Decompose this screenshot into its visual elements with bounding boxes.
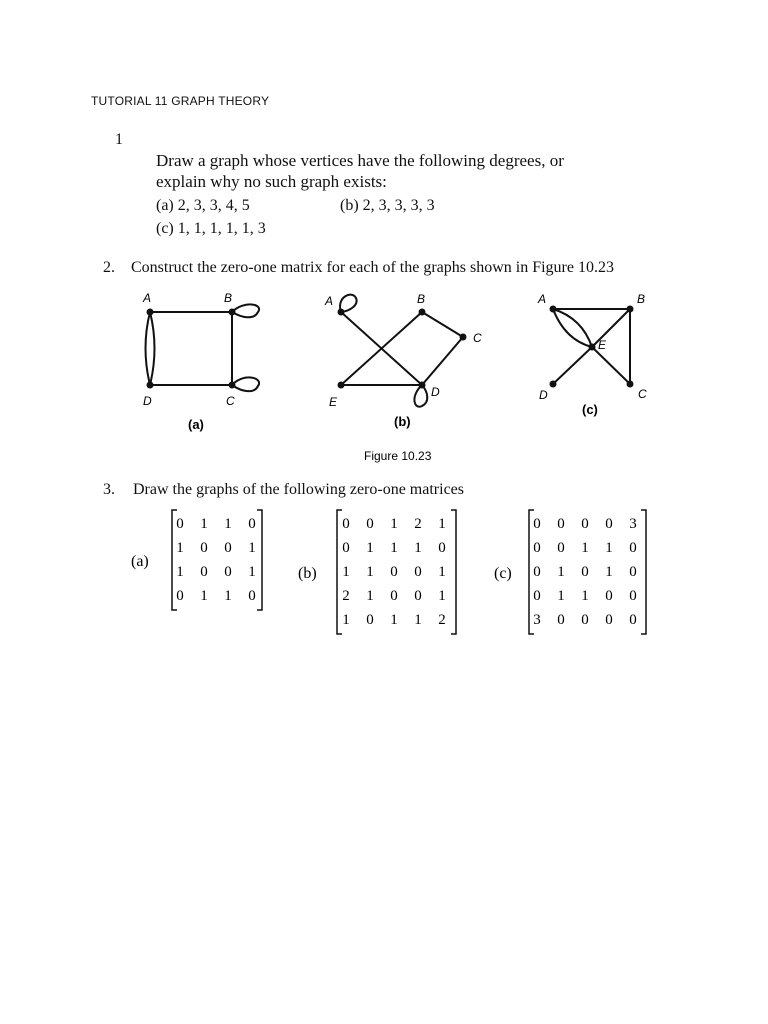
graph-b-vertex-c: C [473, 331, 482, 345]
matrix-c-cell: 1 [581, 588, 589, 604]
matrix-c-cell: 0 [629, 612, 637, 628]
matrix-c-cell: 1 [605, 540, 613, 556]
matrix-a-cell: 1 [224, 516, 232, 532]
question-1-text-line2: explain why no such graph exists: [156, 172, 387, 191]
matrix-b-left-bracket [337, 510, 342, 634]
matrix-a-cell: 1 [176, 540, 184, 556]
matrix-b-cell: 0 [366, 516, 374, 532]
matrix-b-cell: 1 [438, 588, 446, 604]
graph-c [537, 292, 647, 417]
matrix-c-cell: 0 [605, 612, 613, 628]
matrix-b-cell: 1 [366, 564, 374, 580]
matrix-c-cell: 1 [557, 564, 565, 580]
matrix-c-cell: 0 [581, 612, 589, 628]
matrix-a-cell: 1 [248, 540, 256, 556]
matrix-a-cell: 1 [200, 588, 208, 604]
question-1-number: 1 [115, 131, 123, 148]
matrix-c-cell: 0 [533, 516, 541, 532]
matrix-b-cell: 2 [342, 588, 350, 604]
matrix-b-cell: 0 [414, 588, 422, 604]
matrix-a-cell: 0 [200, 564, 208, 580]
question-1-option-b: (b) 2, 3, 3, 3, 3 [340, 197, 435, 214]
graph-c-vertex-d: D [539, 388, 548, 402]
matrix-c-cell: 0 [557, 516, 565, 532]
graph-a-label: (a) [188, 417, 204, 432]
matrix-c-cell: 1 [557, 588, 565, 604]
matrix-a-cell: 0 [248, 516, 256, 532]
matrices-figure [0, 500, 768, 640]
matrix-b-cell: 1 [438, 516, 446, 532]
graph-a-vertex-d: D [143, 394, 152, 408]
matrix-b-cell: 1 [390, 540, 398, 556]
graph-b [324, 292, 482, 429]
matrix-c-cell: 1 [605, 564, 613, 580]
matrix-c-label: (c) [494, 565, 512, 582]
matrix-b-cell: 0 [342, 516, 350, 532]
matrix-a-cell: 1 [200, 516, 208, 532]
question-2-text: Construct the zero-one matrix for each of the graphs shown in Figure 10.23 [131, 259, 614, 276]
matrix-b-cell: 1 [342, 564, 350, 580]
matrix-c-cell: 0 [581, 564, 589, 580]
question-1-option-c: (c) 1, 1, 1, 1, 1, 3 [156, 220, 266, 237]
matrix-c-cell: 0 [533, 540, 541, 556]
matrix-b-cell: 1 [366, 588, 374, 604]
graph-c-vertex-b: B [637, 292, 646, 306]
question-1-option-a: (a) 2, 3, 3, 4, 5 [156, 197, 250, 214]
matrix-c-cell: 0 [629, 588, 637, 604]
matrix-c-cell: 0 [629, 564, 637, 580]
matrix-b-cell: 0 [342, 540, 350, 556]
matrix-b-cell: 1 [390, 516, 398, 532]
matrix-b-cell: 0 [438, 540, 446, 556]
question-3-number: 3. [103, 481, 115, 498]
matrix-c-cell: 0 [557, 540, 565, 556]
matrix-c-cell: 0 [533, 588, 541, 604]
graph-b-vertex-b: B [417, 292, 426, 306]
matrix-b-label: (b) [298, 565, 317, 582]
matrix-c-cell: 0 [581, 516, 589, 532]
matrix-a-cell: 1 [176, 564, 184, 580]
matrix-b-cell: 0 [414, 564, 422, 580]
matrix-b-cell: 1 [438, 564, 446, 580]
graph-b-vertex-e: E [329, 395, 338, 409]
matrix-b-cell: 1 [414, 540, 422, 556]
graph-a-vertex-c: C [226, 394, 235, 408]
figure-caption: Figure 10.23 [364, 449, 432, 463]
matrix-c-cell: 3 [629, 516, 637, 532]
matrix-a-cell: 0 [224, 540, 232, 556]
matrix-b-cell: 0 [366, 612, 374, 628]
matrix-b-cell: 1 [366, 540, 374, 556]
question-2-number: 2. [103, 259, 115, 276]
matrix-a-right-bracket [257, 510, 262, 610]
matrix-c-cell: 1 [581, 540, 589, 556]
matrix-a-cell: 0 [176, 588, 184, 604]
matrix-a-label: (a) [131, 553, 149, 570]
matrix-c-right-bracket [641, 510, 646, 634]
graph-c-vertex-c: C [638, 387, 647, 401]
matrix-a-cell: 0 [224, 564, 232, 580]
matrix-b [298, 510, 456, 634]
matrix-b-cell: 1 [342, 612, 350, 628]
matrix-a-cell: 0 [200, 540, 208, 556]
matrix-a-cell: 0 [176, 516, 184, 532]
graph-a-vertex-b: B [224, 291, 233, 305]
matrix-a [131, 510, 262, 610]
graph-c-label: (c) [582, 402, 598, 417]
graph-b-label: (b) [394, 414, 411, 429]
figure-10-23 [0, 285, 768, 465]
graph-a [142, 291, 259, 432]
graph-b-vertex-d: D [431, 385, 440, 399]
matrix-c-cell: 3 [533, 612, 541, 628]
matrix-b-cell: 2 [438, 612, 446, 628]
graph-a-vertex-a: A [143, 291, 152, 305]
matrix-b-cell: 0 [390, 588, 398, 604]
matrix-b-cell: 2 [414, 516, 422, 532]
document-title: TUTORIAL 11 GRAPH THEORY [91, 94, 270, 108]
graph-b-vertex-a: A [325, 294, 334, 308]
matrix-c [494, 510, 646, 634]
matrix-b-cell: 0 [390, 564, 398, 580]
matrix-b-right-bracket [451, 510, 456, 634]
matrix-c-cell: 0 [605, 588, 613, 604]
question-3-text: Draw the graphs of the following zero-one matrices [133, 481, 464, 498]
matrix-b-cell: 1 [390, 612, 398, 628]
matrix-a-cell: 1 [224, 588, 232, 604]
matrix-c-cell: 0 [557, 612, 565, 628]
graph-c-vertex-a: A [538, 292, 547, 306]
matrix-a-cell: 0 [248, 588, 256, 604]
question-1-text-line1: Draw a graph whose vertices have the following degrees, or [156, 151, 564, 170]
matrix-b-cell: 1 [414, 612, 422, 628]
matrix-a-cell: 1 [248, 564, 256, 580]
matrix-c-cell: 0 [605, 516, 613, 532]
matrix-c-cell: 0 [533, 564, 541, 580]
graph-c-vertex-e: E [598, 338, 607, 352]
matrix-c-cell: 0 [629, 540, 637, 556]
